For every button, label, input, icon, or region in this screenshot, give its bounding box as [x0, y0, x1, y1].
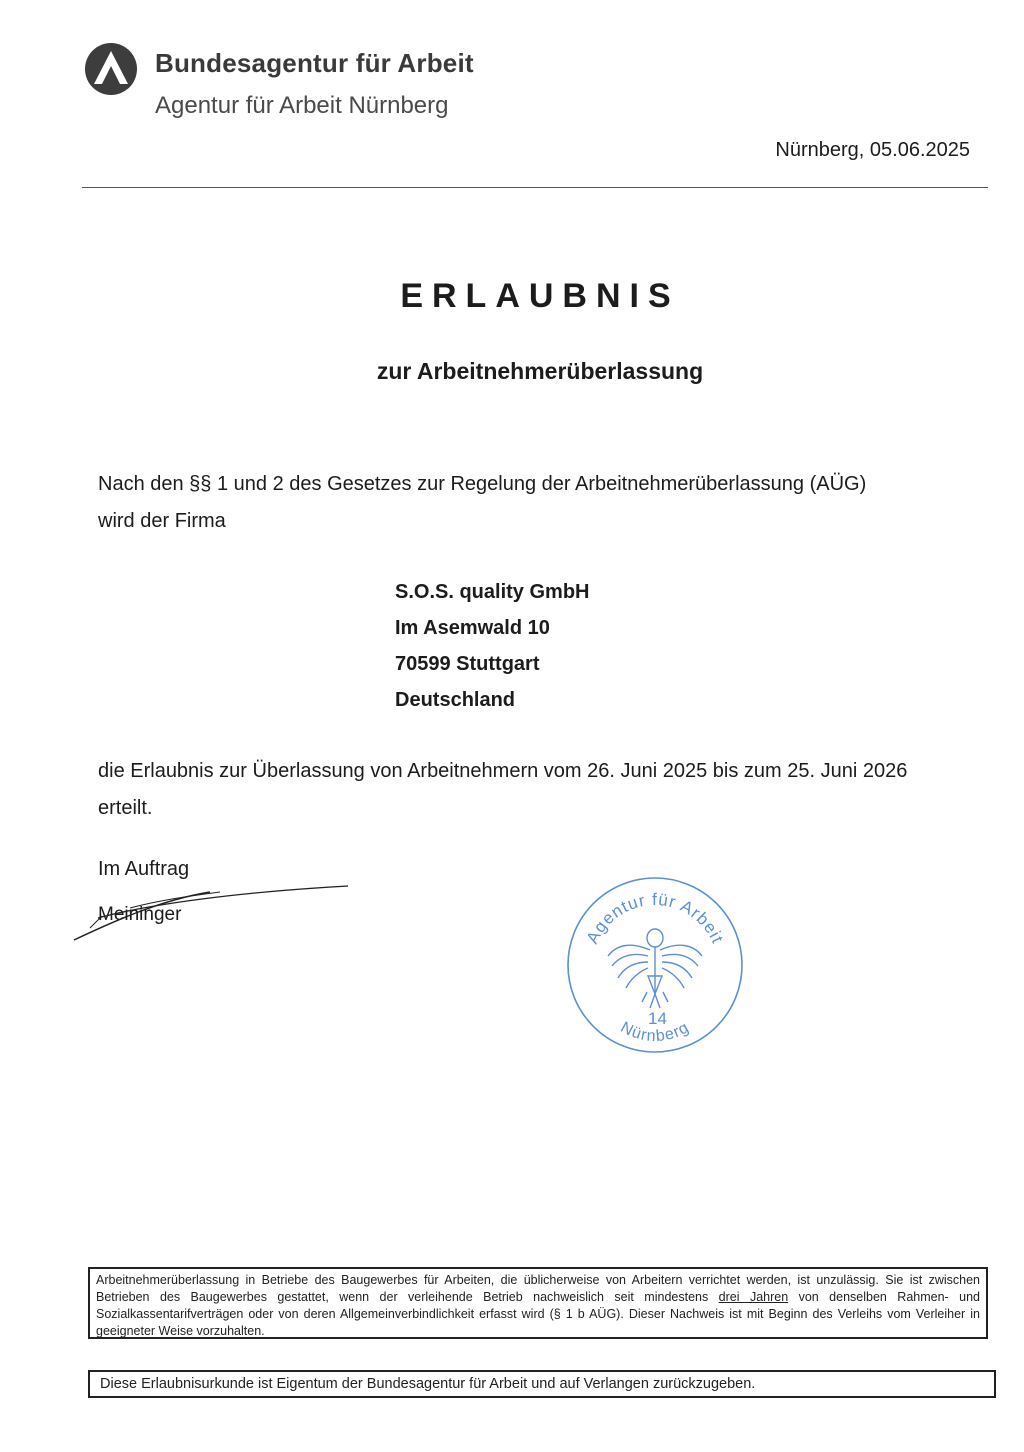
signer-name: Meininger: [98, 904, 182, 925]
seal-number: 14: [648, 1009, 667, 1028]
seal-top-text: Agentur für Arbeit: [582, 889, 728, 947]
eagle-emblem-icon: [608, 929, 702, 1008]
place-and-date: Nürnberg, 05.06.2025: [775, 139, 970, 161]
document-subtitle: zur Arbeitnehmerüberlassung: [376, 358, 704, 384]
notice-text-underlined: drei Jahren: [718, 1290, 789, 1304]
ba-logo-icon: [84, 42, 138, 96]
company-street: Im Asemwald 10: [395, 617, 550, 639]
handwritten-signature: [70, 878, 360, 948]
official-seal: [562, 872, 748, 1058]
grant-line-2: erteilt.: [98, 797, 153, 819]
company-country: Deutschland: [395, 689, 516, 711]
company-name: S.O.S. quality GmbH: [395, 581, 590, 603]
document-title: ERLAUBNIS: [400, 277, 680, 315]
svg-text:Agentur für Arbeit: [583, 890, 728, 947]
seal-bottom-text: Nürnberg: [617, 1018, 693, 1046]
organization-subunit: Agentur für Arbeit Nürnberg: [155, 92, 449, 119]
construction-notice-box: [88, 1267, 988, 1339]
intro-line-2: wird der Firma: [98, 510, 226, 532]
grant-line-1: die Erlaubnis zur Überlassung von Arbeitnehmern vom 26. Juni 2025 bis zum 25. Juni 2026: [98, 760, 908, 782]
header-divider: [82, 187, 988, 188]
ownership-text: Diese Erlaubnisurkunde ist Eigentum der Bundesagentur für Arbeit und auf Verlangen zurückzugeben.: [100, 1376, 756, 1392]
organization-name: Bundesagentur für Arbeit: [155, 48, 474, 78]
company-city: 70599 Stuttgart: [395, 653, 540, 675]
ownership-notice-box: [88, 1370, 996, 1398]
closing-phrase: Im Auftrag: [98, 858, 190, 880]
notice-text-end: von denselben Rahmen- und Sozialkassentarifverträgen oder von deren Allgemeinverbindlichkeit erfasst wird (§ 1 b AÜG). Dieser Nachweis ist mit Beginn des Verleihs vom Verleiher in geeigneter Weise vorzuhalten.: [96, 1290, 980, 1338]
notice-text-start: Arbeitnehmerüberlassung in Betriebe des Baugewerbes für Arbeiten, die üblicherweise von Arbeitern verrichtet werden, ist unzulässig. Sie ist zwischen Betrieben des Baugewerbes gestattet, wenn der verleihende Betrieb nachweislich seit mindestens: [96, 1273, 980, 1304]
intro-line-1: Nach den §§ 1 und 2 des Gesetzes zur Regelung der Arbeitnehmerüberlassung (AÜG): [98, 473, 867, 495]
